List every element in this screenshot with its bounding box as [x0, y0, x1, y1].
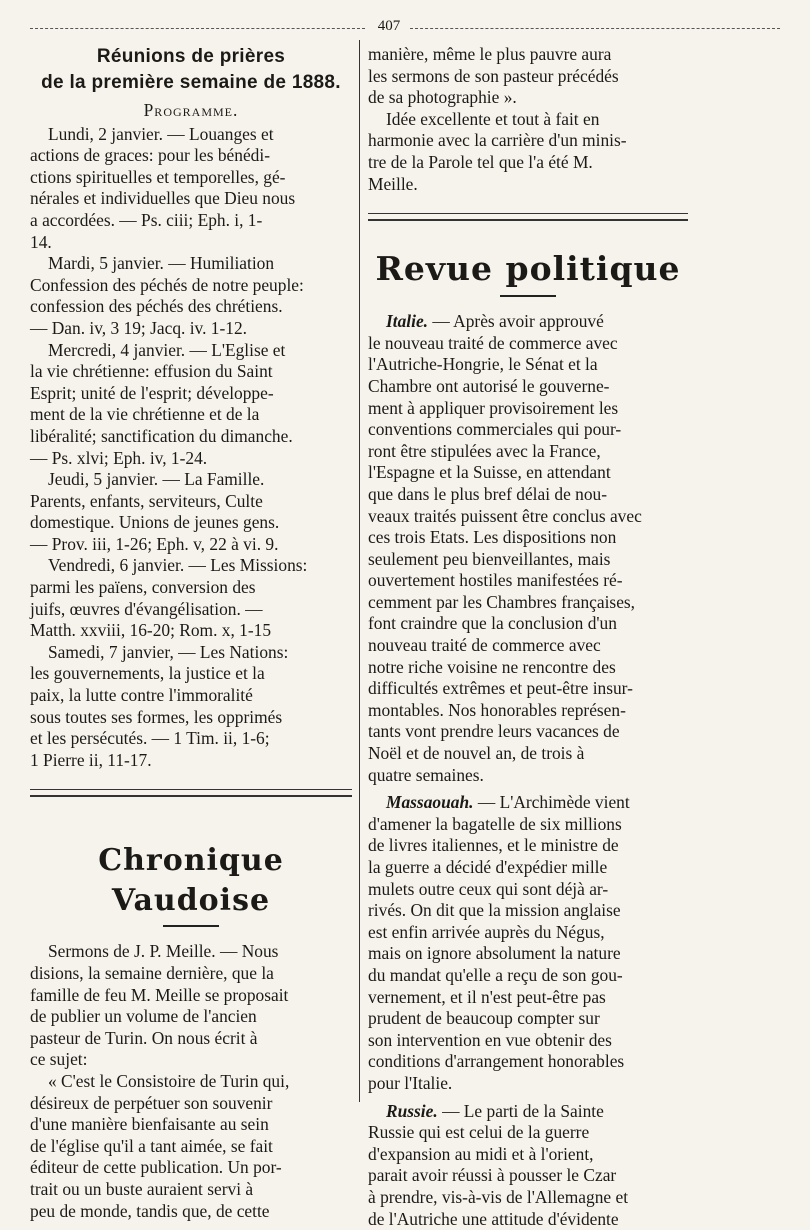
text-line: ouvertement hostiles manifestées ré-	[368, 570, 688, 592]
text-line: Russie qui est celui de la guerre	[368, 1122, 688, 1144]
text-line: est enfin arrivée auprès du Négus,	[368, 922, 688, 944]
text-line: paix, la lutte contre l'immoralité	[30, 685, 352, 707]
text-line: domestique. Unions de jeunes gens.	[30, 512, 352, 534]
text-line: harmonie avec la carrière d'un minis-	[368, 130, 688, 152]
text-line: d'amener la bagatelle de six millions	[368, 814, 688, 836]
text-line: de publier un volume de l'ancien	[30, 1006, 352, 1028]
text-line: que dans le plus bref délai de nou-	[368, 484, 688, 506]
text-line: de sa photographie ».	[368, 87, 688, 109]
page-number: 407	[370, 18, 408, 35]
header-rule-right	[410, 28, 780, 29]
text-line: Confession des péchés de notre peuple:	[30, 275, 352, 297]
text-line: nérales et individuelles que Dieu nous	[30, 188, 352, 210]
text-line: — L'Archimède vient	[473, 792, 629, 812]
header-rule-left	[30, 28, 365, 29]
text-line: Mardi, 5 janvier. — Humiliation	[30, 253, 352, 275]
text-line: libéralité; sanctification du dimanche.	[30, 426, 352, 448]
text-line: du mandat qu'elle a reçu de son gou-	[368, 965, 688, 987]
text-line: ces trois Etats. Les dispositions non	[368, 527, 688, 549]
massaouah-paragraph	[368, 792, 688, 1094]
text-line: — Ps. xlvi; Eph. iv, 1-24.	[30, 448, 352, 470]
text-line: conventions commerciales qui pour-	[368, 419, 688, 441]
italie-paragraph	[368, 311, 688, 786]
country-label-italie: Italie.	[386, 311, 428, 331]
text-line: Mercredi, 4 janvier. — L'Eglise et	[30, 340, 352, 362]
day-saturday	[30, 642, 352, 772]
text-line: Idée excellente et tout à fait en	[368, 109, 688, 131]
text-line: de l'église qu'il a tant aimée, se fait	[30, 1136, 352, 1158]
text-line: font craindre que la conclusion d'un	[368, 613, 688, 635]
country-label-russie: Russie.	[386, 1101, 438, 1121]
text-line: — Le parti de la Sainte	[438, 1101, 604, 1121]
text-line: Matth. xxviii, 16-20; Rom. x, 1-15	[30, 620, 352, 642]
text-line: a accordées. — Ps. ciii; Eph. i, 1-	[30, 210, 352, 232]
text-line: cemment par les Chambres françaises,	[368, 592, 688, 614]
sermons-paragraph	[30, 941, 352, 1071]
reunions-title	[30, 44, 352, 96]
text-line: conditions d'arrangement honorables	[368, 1051, 688, 1073]
text-line: ment de la vie chrétienne et de la	[30, 404, 352, 426]
day-thursday	[30, 469, 352, 555]
text-line: ctions spirituelles et temporelles, gé-	[30, 167, 352, 189]
text-line: — Dan. iv, 3 19; Jacq. iv. 1-12.	[30, 318, 352, 340]
page-header	[30, 14, 780, 40]
title-dash	[163, 925, 219, 927]
day-friday	[30, 555, 352, 641]
text-line: les sermons de son pasteur précédés	[368, 66, 688, 88]
title-dash	[500, 295, 556, 297]
text-line: notre riche voisine ne rencontre des	[368, 657, 688, 679]
russie-paragraph	[368, 1101, 688, 1230]
programme-heading: Programme.	[30, 100, 352, 122]
text-line: à prendre, vis-à-vis de l'Allemagne et	[368, 1187, 688, 1209]
quote-paragraph	[30, 1071, 352, 1222]
text-line: de livres italiennes, et le ministre de	[368, 835, 688, 857]
text-line: parait avoir réussi à pousser le Czar	[368, 1165, 688, 1187]
text-line: Sermons de J. P. Meille. — Nous	[30, 941, 352, 963]
text-line: mais on ignore absolument la nature	[368, 943, 688, 965]
text-line: d'expansion au midi et à l'orient,	[368, 1144, 688, 1166]
text-line: veaux traités puissent être conclus avec	[368, 506, 688, 528]
text-line: ce sujet:	[30, 1049, 352, 1071]
text-line: manière, même le plus pauvre aura	[368, 44, 688, 66]
text-line: la guerre a décidé d'expédier mille	[368, 857, 688, 879]
text-line: pour l'Italie.	[368, 1073, 688, 1095]
left-column	[30, 44, 352, 1222]
day-monday	[30, 124, 352, 254]
text-line: le nouveau traité de commerce avec	[368, 333, 688, 355]
text-line: Samedi, 7 janvier, — Les Nations:	[30, 642, 352, 664]
text-line: l'Autriche-Hongrie, le Sénat et la	[368, 354, 688, 376]
text-line: actions de graces: pour les bénédi-	[30, 145, 352, 167]
column-divider	[359, 40, 360, 1102]
reunions-title-line: Réunions de prières	[30, 44, 352, 70]
text-line: quatre semaines.	[368, 765, 688, 787]
text-line: Lundi, 2 janvier. — Louanges et	[30, 124, 352, 146]
text-line: et les persécutés. — 1 Tim. ii, 1-6;	[30, 728, 352, 750]
text-line: mulets outre ceux qui sont déjà ar-	[368, 879, 688, 901]
day-wednesday	[30, 340, 352, 470]
text-line: — Prov. iii, 1-26; Eph. v, 22 à vi. 9.	[30, 534, 352, 556]
section-rule	[30, 789, 352, 797]
text-line: Parents, enfants, serviteurs, Culte	[30, 491, 352, 513]
text-line: rivés. On dit que la mission anglaise	[368, 900, 688, 922]
text-line: confession des péchés des chrétiens.	[30, 296, 352, 318]
text-line: de l'Autriche une attitude d'évidente	[368, 1209, 688, 1230]
text-line: — Après avoir approuvé	[428, 311, 604, 331]
text-line: Noël et de nouvel an, de trois à	[368, 743, 688, 765]
section-rule	[368, 213, 688, 221]
day-tuesday	[30, 253, 352, 339]
revue-title: Revue politique	[368, 247, 688, 291]
text-line: Meille.	[368, 174, 688, 196]
text-line: Jeudi, 5 janvier. — La Famille.	[30, 469, 352, 491]
quote-continuation	[368, 44, 688, 109]
right-column	[368, 44, 688, 1230]
text-line: trait ou un buste auraient servi à	[30, 1179, 352, 1201]
text-line: pasteur de Turin. On nous écrit à	[30, 1028, 352, 1050]
text-line: seulement peu bienveillantes, mais	[368, 549, 688, 571]
text-line: sous toutes ses formes, les opprimés	[30, 707, 352, 729]
text-line: ront être stipulées avec la France,	[368, 441, 688, 463]
text-line: la vie chrétienne: effusion du Saint	[30, 361, 352, 383]
text-line: juifs, œuvres d'évangélisation. —	[30, 599, 352, 621]
reunions-title-line: de la première semaine de 1888.	[30, 70, 352, 96]
text-line: disions, la semaine dernière, que la	[30, 963, 352, 985]
text-line: peu de monde, tandis que, de cette	[30, 1201, 352, 1223]
text-line: montables. Nos honorables représen-	[368, 700, 688, 722]
text-line: difficultés extrêmes et peut-être insur-	[368, 678, 688, 700]
text-line: d'une manière bienfaisante au sein	[30, 1114, 352, 1136]
text-line: « C'est le Consistoire de Turin qui,	[30, 1071, 352, 1093]
text-line: vernement, et il n'est peut-être pas	[368, 987, 688, 1009]
text-line: Vendredi, 6 janvier. — Les Missions:	[30, 555, 352, 577]
text-line: famille de feu M. Meille se proposait	[30, 985, 352, 1007]
text-line: 14.	[30, 232, 352, 254]
text-line: désireux de perpétuer son souvenir	[30, 1093, 352, 1115]
text-line: parmi les païens, conversion des	[30, 577, 352, 599]
text-line: tants vont prendre leurs vacances de	[368, 721, 688, 743]
text-line: les gouvernements, la justice et la	[30, 663, 352, 685]
text-line: Chambre ont autorisé le gouverne-	[368, 376, 688, 398]
text-line: son intervention en vue obtenir des	[368, 1030, 688, 1052]
text-line: prudent de beaucoup compter sur	[368, 1008, 688, 1030]
text-line: nouveau traité de commerce avec	[368, 635, 688, 657]
idee-paragraph	[368, 109, 688, 195]
text-line: 1 Pierre ii, 11-17.	[30, 750, 352, 772]
text-line: tre de la Parole tel que l'a été M.	[368, 152, 688, 174]
chronique-title: Chronique Vaudoise	[30, 841, 352, 921]
text-line: l'Espagne et la Suisse, en attendant	[368, 462, 688, 484]
country-label-massaouah: Massaouah.	[386, 792, 473, 812]
text-line: éditeur de cette publication. Un por-	[30, 1157, 352, 1179]
text-line: ment à appliquer provisoirement les	[368, 398, 688, 420]
text-line: Esprit; unité de l'esprit; développe-	[30, 383, 352, 405]
